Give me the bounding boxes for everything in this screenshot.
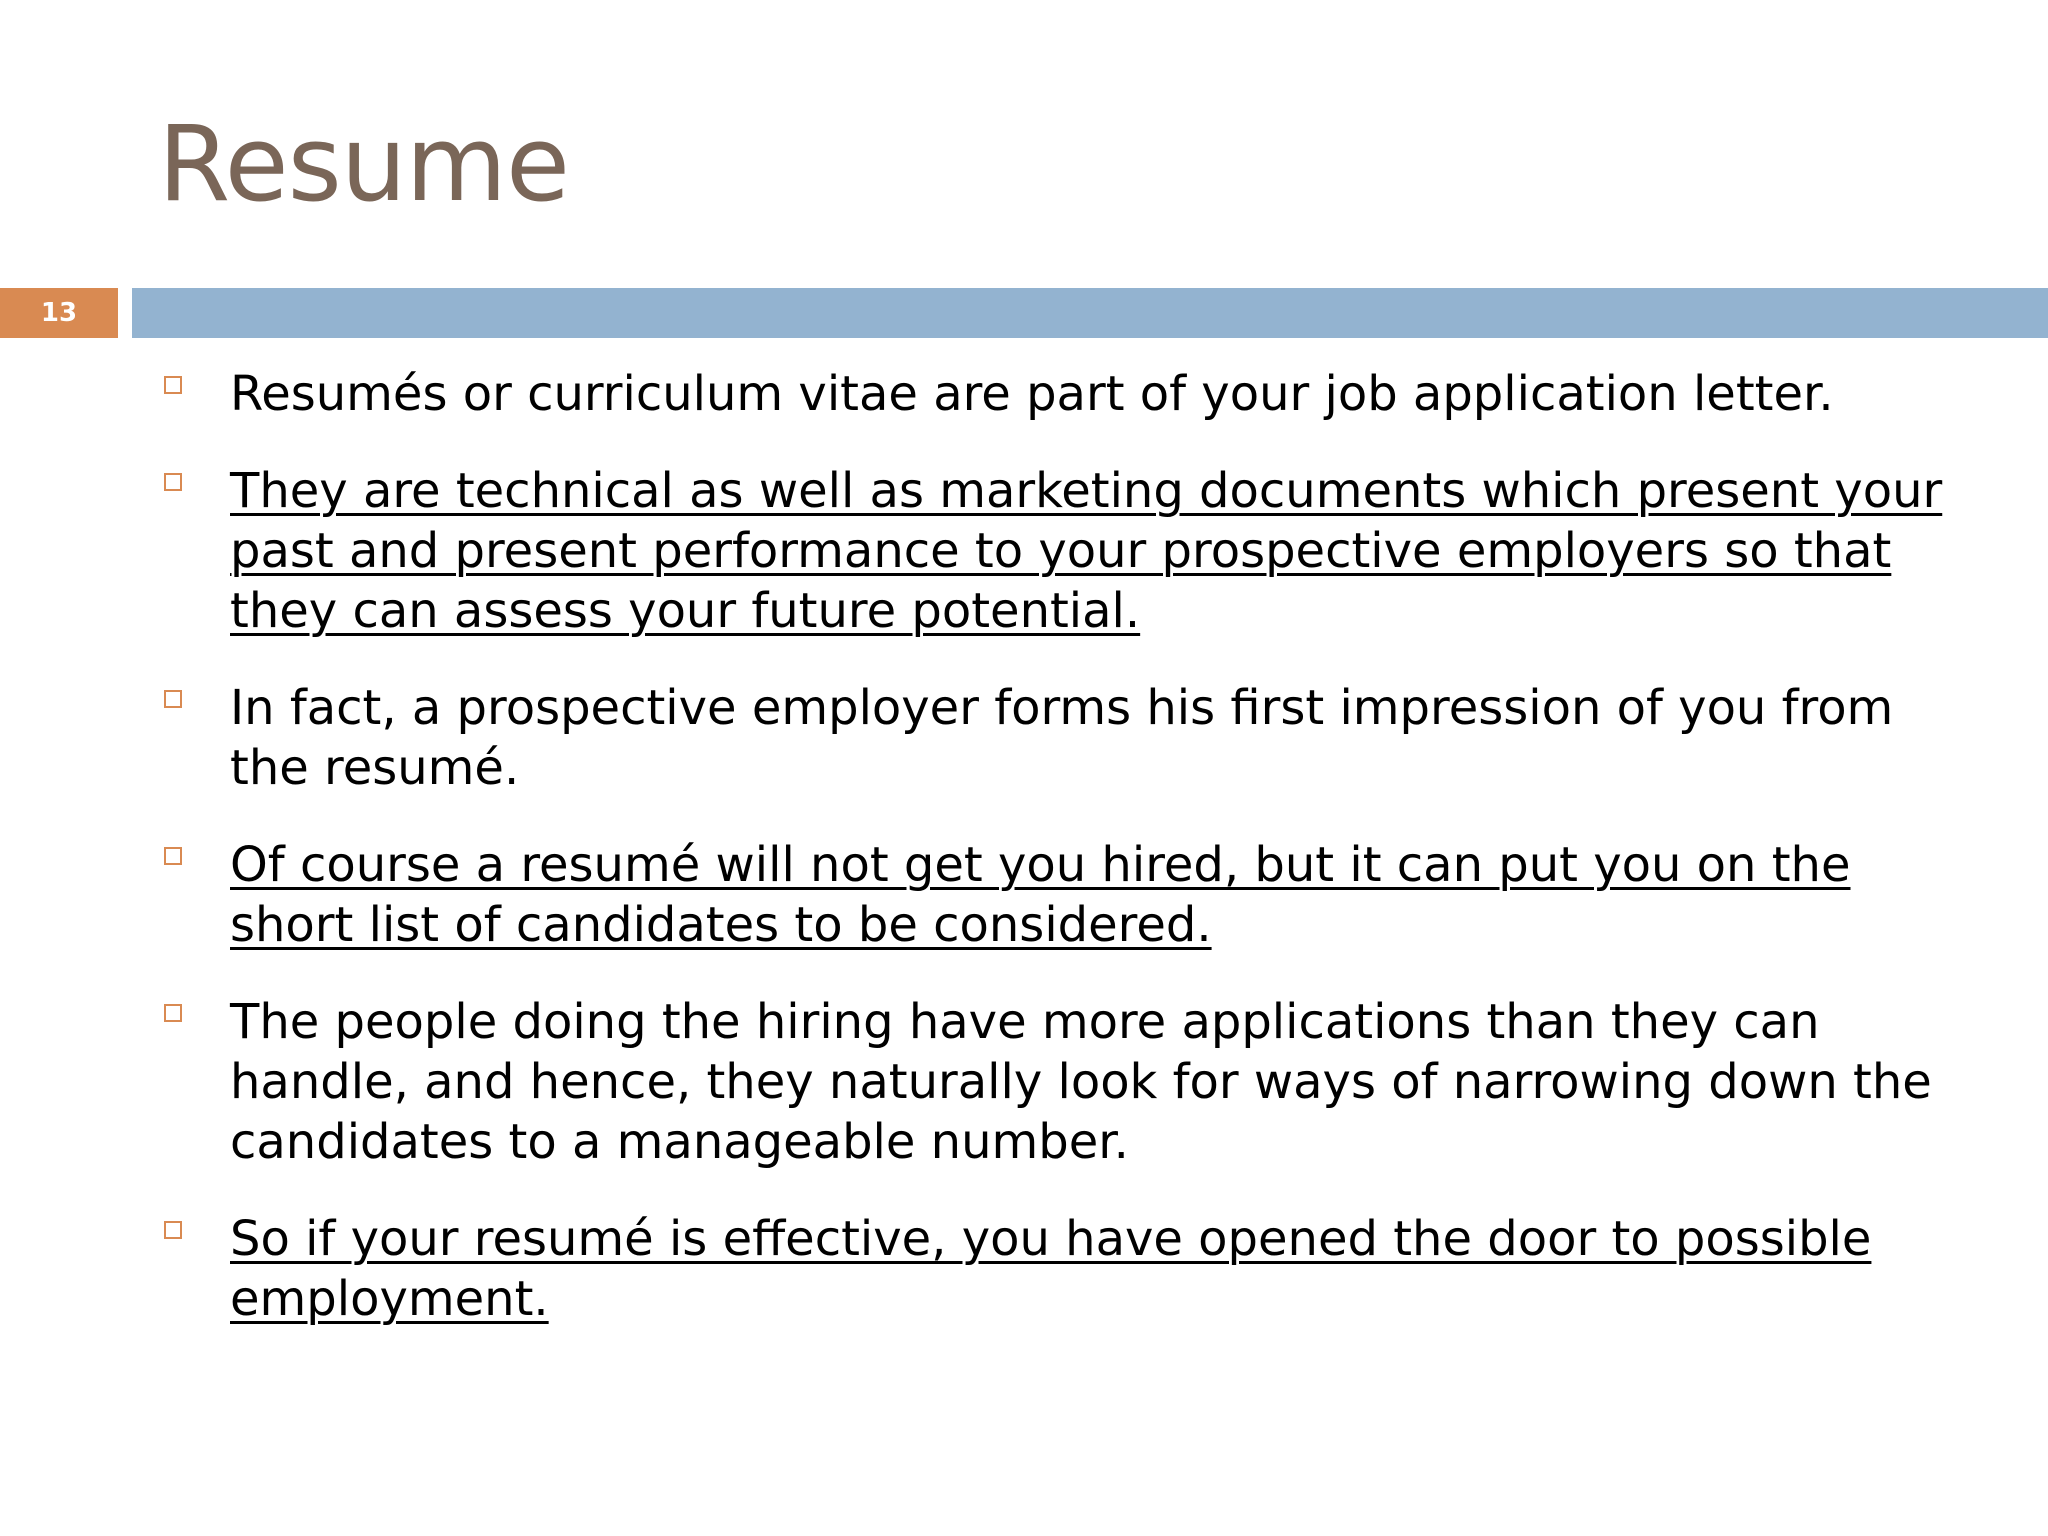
bullet-item — [160, 1209, 1950, 1329]
bullet-item — [160, 835, 1950, 955]
slide-number-badge — [0, 288, 118, 338]
bullet-item — [160, 364, 1950, 424]
bullet-text: In fact, a prospective employer forms his first impression of you from the resumé. — [230, 680, 1894, 796]
hollow-square-bullet-icon — [164, 376, 182, 394]
bullet-list — [160, 364, 1950, 1366]
hollow-square-bullet-icon — [164, 473, 182, 491]
bullet-text: Of course a resumé will not get you hired, but it can put you on the short list of candidates to be considered. — [230, 837, 1851, 953]
hollow-square-bullet-icon — [164, 1221, 182, 1239]
bullet-item — [160, 992, 1950, 1172]
bullet-item — [160, 461, 1950, 641]
bullet-item — [160, 678, 1950, 798]
bullet-text: The people doing the hiring have more applications than they can handle, and hence, they naturally look for ways of narrowing down the candidates to a manageable number. — [230, 994, 1932, 1170]
title-divider-bar — [132, 288, 2048, 338]
bullet-text: They are technical as well as marketing documents which present your past and present performance to your prospective employers so that they can assess your future potential. — [230, 463, 1943, 639]
slide-number: 13 — [40, 298, 78, 328]
hollow-square-bullet-icon — [164, 847, 182, 865]
hollow-square-bullet-icon — [164, 690, 182, 708]
hollow-square-bullet-icon — [164, 1004, 182, 1022]
bullet-text: So if your resumé is effective, you have opened the door to possible employment. — [230, 1211, 1872, 1327]
bullet-text: Resumés or curriculum vitae are part of your job application letter. — [230, 366, 1834, 422]
slide-title: Resume — [158, 103, 569, 225]
